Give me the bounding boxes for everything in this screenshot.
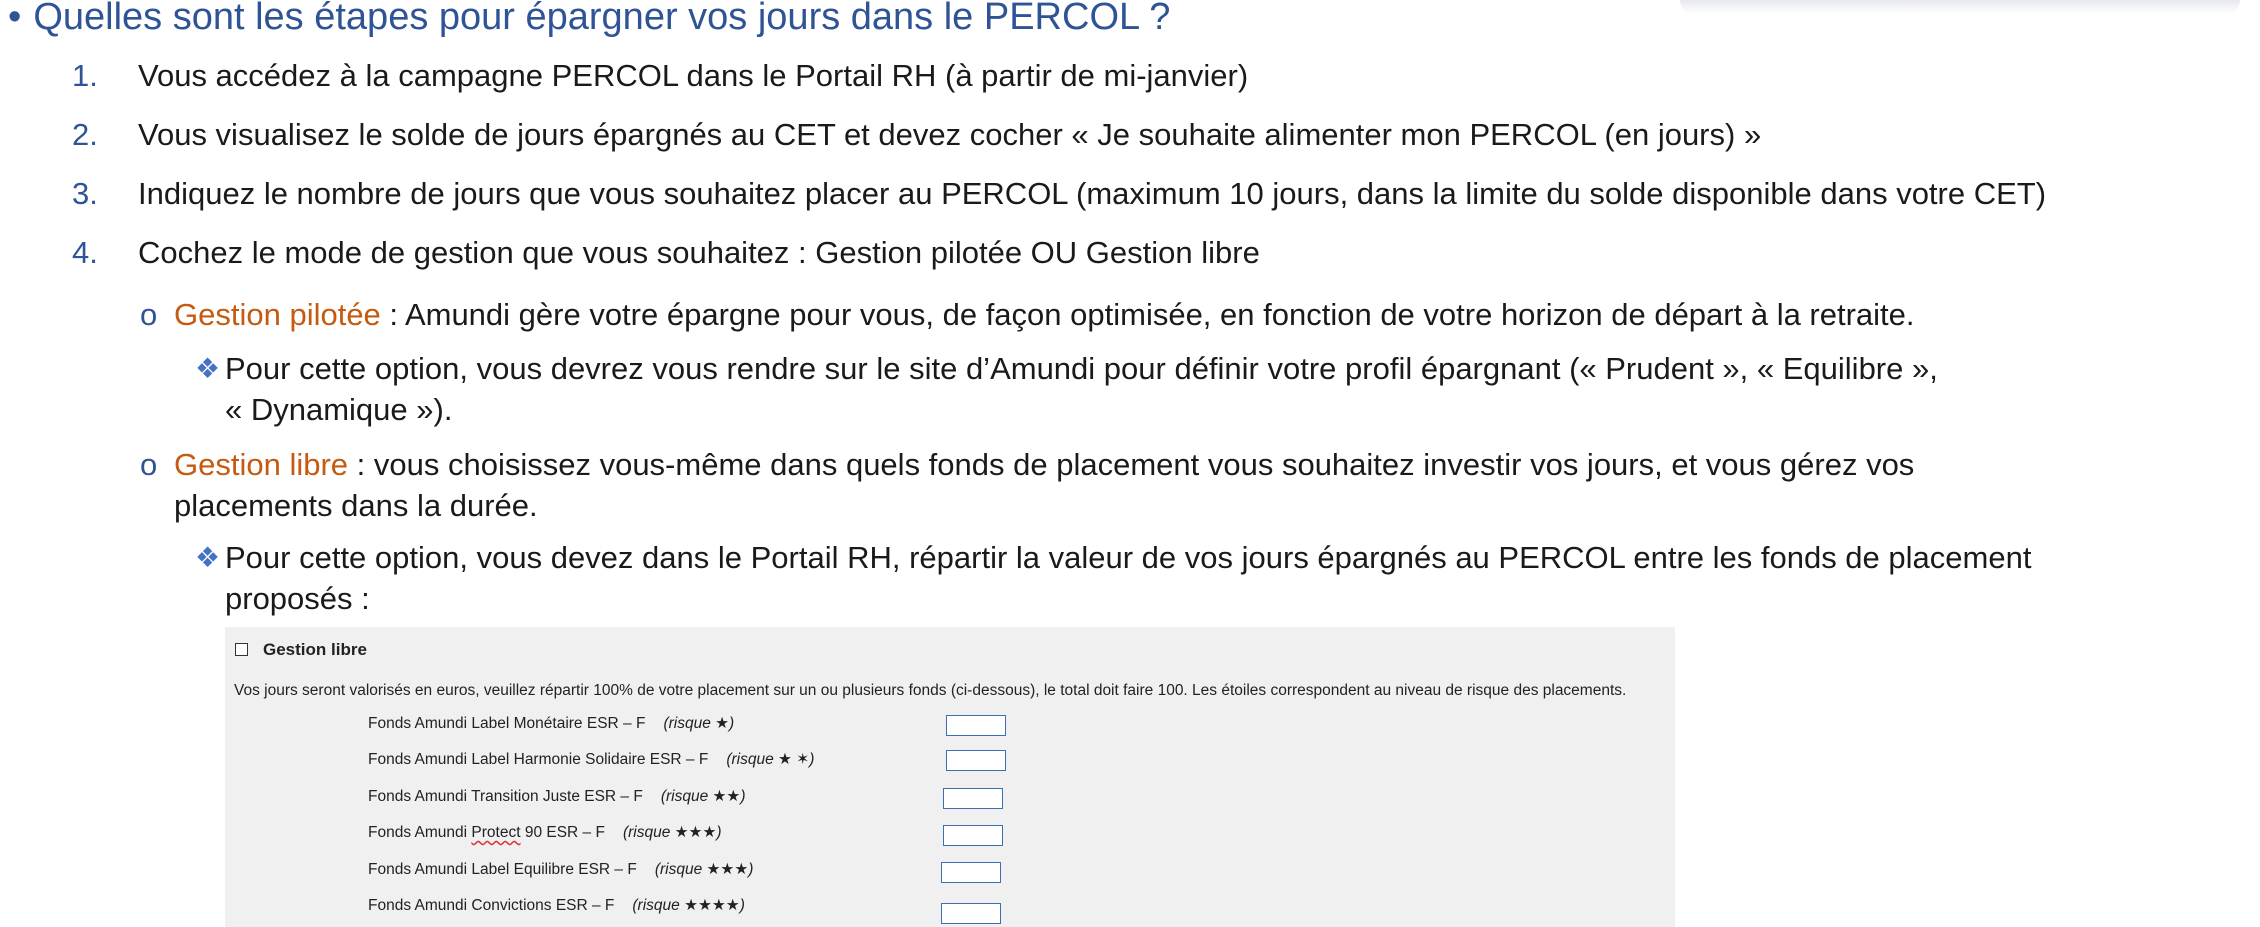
option-gestion-pilotee (140, 294, 2240, 335)
fund-allocation-input[interactable] (946, 750, 1006, 771)
option-libre-detail (195, 537, 2245, 619)
risk-label: (risque (726, 751, 774, 768)
fund-name: Fonds Amundi Convictions ESR – F (368, 897, 615, 914)
fund-row (368, 714, 734, 733)
title-text: Quelles sont les étapes pour épargner vos jours dans le PERCOL ? (33, 0, 1171, 38)
risk-label: (risque (632, 897, 680, 914)
gestion-libre-form (225, 627, 1675, 927)
fund-name: Fonds Amundi Label Harmonie Solidaire ESR – F (368, 751, 709, 768)
detail-line: Pour cette option, vous devrez vous rendre sur le site d’Amundi pour définir votre profil épargnant (« Prudent », « Equilibre », (225, 351, 1938, 386)
fund-allocation-input[interactable] (946, 715, 1006, 736)
gestion-libre-checkbox[interactable] (235, 643, 248, 656)
step-1 (72, 58, 1248, 94)
fund-row (368, 896, 745, 915)
risk-stars: ★★★ (674, 824, 717, 841)
risk-close: ) (740, 788, 746, 805)
fund-allocation-input[interactable] (943, 788, 1003, 809)
fund-name: Fonds Amundi Label Equilibre ESR – F (368, 861, 637, 878)
form-description: Vos jours seront valorisés en euros, veuillez répartir 100% de votre placement sur un ou plusieurs fonds (ci-dessous), le total doit faire 100. Les étoiles correspondent au niveau de risque des placements. (234, 682, 1627, 699)
step-text: Vous visualisez le solde de jours épargnés au CET et devez cocher « Je souhaite alimenter mon PERCOL (en jours) » (138, 117, 1762, 152)
fund-name: 90 ESR – F (520, 824, 605, 841)
step-number: 3. (72, 176, 98, 211)
slide-edge-shadow (1680, 0, 2240, 14)
risk-stars: ★ ✶ (778, 751, 810, 768)
detail-line: Pour cette option, vous devez dans le Portail RH, répartir la valeur de vos jours épargnés au PERCOL entre les fonds de placement (225, 540, 2032, 575)
fund-name: Fonds Amundi Transition Juste ESR – F (368, 788, 643, 805)
step-text: Vous accédez à la campagne PERCOL dans le Portail RH (à partir de mi-janvier) (138, 58, 1249, 93)
step-text: Cochez le mode de gestion que vous souhaitez : Gestion pilotée OU Gestion libre (138, 235, 1260, 270)
fund-row (368, 823, 722, 842)
fund-name-misspelled: Protect (471, 824, 521, 841)
step-text: Indiquez le nombre de jours que vous souhaitez placer au PERCOL (maximum 10 jours, dans la limite du solde disponible dans votre CET) (138, 176, 2047, 211)
title-bullet: • (8, 0, 22, 38)
fund-name: Fonds Amundi Label Monétaire ESR – F (368, 715, 646, 732)
option-pilotee-detail (195, 348, 2245, 430)
risk-label: (risque (660, 788, 709, 805)
circle-bullet: o (140, 297, 158, 332)
option-text: : vous choisissez vous-même dans quels fonds de placement vous souhaitez investir vos jours, et vous gérez vos (348, 447, 1915, 482)
fund-allocation-input[interactable] (941, 862, 1001, 883)
risk-stars: ★★★★ (684, 897, 740, 914)
form-header: Gestion libre (263, 640, 367, 659)
risk-close: ) (729, 715, 735, 732)
risk-close: ) (716, 824, 722, 841)
step-3 (72, 176, 2046, 212)
detail-line: proposés : (225, 581, 370, 616)
fund-row (368, 860, 753, 879)
risk-stars: ★ (715, 715, 730, 732)
fund-allocation-input[interactable] (941, 903, 1001, 924)
risk-label: (risque (654, 861, 703, 878)
step-number: 2. (72, 117, 98, 152)
step-4 (72, 235, 1260, 271)
diamond-bullet: ❖ (195, 353, 221, 384)
option-label: Gestion pilotée (174, 297, 381, 332)
risk-stars: ★★ (712, 788, 741, 805)
option-text: placements dans la durée. (174, 488, 538, 523)
detail-line: « Dynamique »). (225, 392, 453, 427)
option-label: Gestion libre (174, 447, 349, 482)
risk-close: ) (809, 751, 815, 768)
diamond-bullet: ❖ (195, 542, 221, 573)
fund-name: Fonds Amundi (368, 824, 472, 841)
slide-title (8, 0, 1170, 39)
risk-close: ) (739, 897, 745, 914)
circle-bullet: o (140, 447, 158, 482)
risk-label: (risque (622, 824, 671, 841)
risk-label: (risque (663, 715, 711, 732)
step-number: 4. (72, 235, 98, 270)
option-gestion-libre (140, 444, 2240, 526)
fund-allocation-input[interactable] (943, 825, 1003, 846)
risk-close: ) (748, 861, 754, 878)
risk-stars: ★★★ (706, 861, 749, 878)
fund-row (368, 750, 814, 769)
fund-row (368, 787, 746, 806)
step-2 (72, 117, 1761, 153)
step-number: 1. (72, 58, 98, 93)
option-text: : Amundi gère votre épargne pour vous, de façon optimisée, en fonction de votre horizon de départ à la retraite. (380, 297, 1915, 332)
